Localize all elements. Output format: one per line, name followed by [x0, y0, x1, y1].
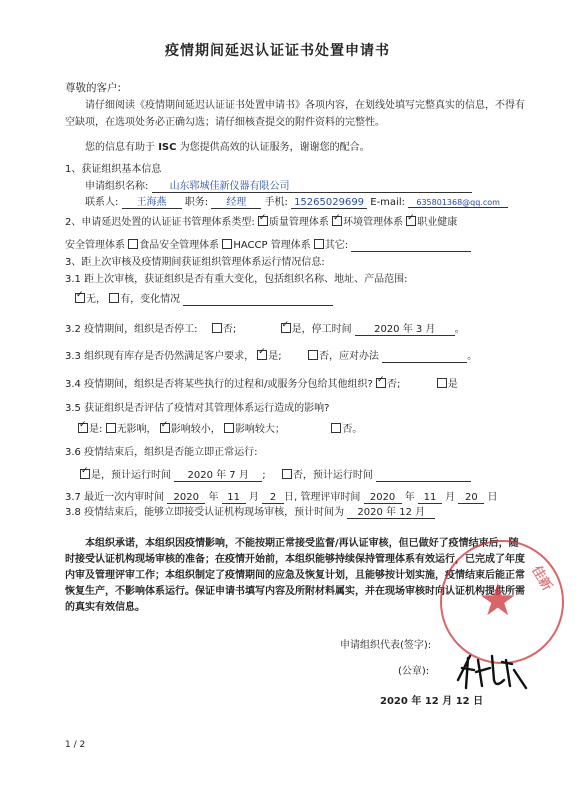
signer-label: 申请组织代表(签字): [340, 640, 432, 651]
section-3-heading: 3、距上次审核及疫情期间获证组织管理体系运行情况信息: [65, 257, 325, 268]
change-field[interactable] [183, 294, 333, 306]
intro-isc-line: 您的信息有助于 ISC 为您提供高效的认证服务，谢谢您的配合。 [85, 142, 370, 153]
internal-audit-month[interactable]: 11 [222, 492, 246, 504]
question-3-5: 3.5 获证组织是否评估了疫情对其管理体系运行造成的影响? [65, 403, 330, 414]
section-1-heading: 1、获证组织基本信息 [65, 164, 162, 175]
checkbox-3-2-yes[interactable] [281, 323, 291, 333]
checkbox-environment[interactable] [332, 216, 342, 226]
checkbox-food[interactable] [128, 239, 138, 249]
run-time-field[interactable]: 2020 年 7 月 [174, 466, 262, 482]
internal-audit-year[interactable]: 2020 [167, 492, 205, 504]
commitment-paragraph: 本组织承诺，本组织因疫情影响，不能按期正常接受监督/再认证审核，但已做好了疫情结束后，随时接受认证机构现场审核的准备；在疫情开始前，本组织能够持续保持管理体系有效运行，已完成了年度内审及管理评审工作；本组织制定了疫情期间的应急及恢复计划，且能够按计划实施，疫情结束后能正常恢复生产，不影响体系运行。保证申请书填写内容及所附材料属实，并在现场审核时向认证机构提供所需的真实有效信息。 [65, 538, 525, 613]
audit-time-field[interactable]: 2020 年 12 月 [347, 503, 435, 519]
position-field[interactable]: 经理 [211, 193, 261, 209]
section-2-row-2: 安全管理体系 食品安全管理体系 HACCP 管理体系 其它: [65, 236, 471, 252]
org-name-row: 申请组织名称: 山东郓城佳新仪器有限公司 [85, 177, 472, 193]
question-3-6: 3.6 疫情结束后，组织是否能立即正常运行: [65, 447, 258, 458]
contact-name-field[interactable]: 王海燕 [122, 193, 182, 209]
checkbox-3-1-none[interactable] [75, 293, 85, 303]
intro-paragraph: 请仔细阅读《疫情期间延迟认证证书处置申请书》各项内容，在划线处填写完整真实的信息，不得有空缺项，在选项处务必正确勾选；请仔细核查提交的附件资料的完整性。 [65, 100, 525, 128]
phone-field[interactable]: 15265029699 [291, 197, 367, 209]
question-3-2: 3.2 疫情期间，组织是否停工: 否; ✓ 是，停工时间 2020 年 3 月 。 [65, 320, 465, 336]
answer-3-6: ✓是，预计运行时间 2020 年 7 月 ; 否，预计运行时间 [80, 466, 471, 482]
question-3-1: 3.1 距上次审核，获证组织是否有重大变化，包括组织名称、地址、产品范围: [65, 274, 408, 285]
question-3-7: 3.7 最近一次内审时间 2020 年 11 月 2 日, 管理评审时间 2020 年 11 月 20 日 [65, 492, 498, 503]
checkbox-3-2-no[interactable] [212, 323, 222, 333]
checkbox-3-5-yes[interactable] [78, 423, 88, 433]
checkbox-haccp[interactable] [222, 239, 232, 249]
checkbox-3-4-no[interactable] [376, 378, 386, 388]
section-2-row: 2、申请延迟处置的认证证书管理体系类型: ✓ 质量管理体系 ✓ 环境管理体系 ✓ 职业健康 [65, 213, 457, 228]
page-number: 1 / 2 [65, 740, 86, 750]
answer-3-5: ✓是: 无影响， ✓ 影响较小， 影响较大； 否。 [78, 420, 362, 435]
review-day[interactable]: 20 [458, 492, 484, 504]
checkbox-3-5-no[interactable] [331, 423, 341, 433]
contact-row: 联系人: 王海燕 职务: 经理 手机: 15265029699 E-mail: 635801368@qq.com [85, 193, 508, 209]
stop-time-field[interactable]: 2020 年 3 月 [355, 320, 455, 336]
solution-field[interactable] [382, 351, 467, 363]
checkbox-quality[interactable] [258, 216, 268, 226]
email-field[interactable]: 635801368@qq.com [408, 198, 508, 208]
checkbox-3-5-big[interactable] [224, 423, 234, 433]
checkbox-3-3-yes[interactable] [257, 350, 267, 360]
seal-label: (公章): [398, 666, 430, 677]
review-month[interactable]: 11 [418, 492, 442, 504]
checkbox-3-5-none[interactable] [106, 423, 116, 433]
org-name-field[interactable]: 山东郓城佳新仪器有限公司 [152, 177, 472, 193]
internal-audit-day[interactable]: 2 [262, 492, 284, 504]
checkbox-3-1-yes[interactable] [109, 293, 119, 303]
question-3-3: 3.3 组织现有库存是否仍然满足客户要求， ✓ 是; 否，应对办法 。 [65, 347, 477, 363]
seal-text: 佳新 [528, 563, 555, 594]
handwritten-signature [452, 650, 532, 694]
review-year[interactable]: 2020 [364, 492, 402, 504]
question-3-8: 3.8 疫情结束后，能够立即接受认证机构现场审核，预计时间为 2020 年 12 月 [65, 503, 435, 519]
checkbox-3-4-yes[interactable] [437, 378, 447, 388]
greeting: 尊敬的客户: [65, 82, 122, 94]
checkbox-3-6-yes[interactable] [80, 469, 90, 479]
checkbox-other[interactable] [314, 239, 324, 249]
application-date: 2020 年 12 月 12 日 [380, 696, 484, 707]
checkbox-3-5-small[interactable] [160, 423, 170, 433]
question-3-4: 3.4 疫情期间，组织是否将某些执行的过程和/或服务分包给其他组织? ✓ 否; 是 [65, 375, 458, 390]
page-title: 疫情期间延迟认证证书处置申请书 [165, 43, 390, 59]
seal-star-icon: ★ [478, 575, 518, 626]
other-field[interactable] [351, 240, 471, 252]
answer-3-1: ✓无， 有，变化情况 [75, 290, 333, 306]
checkbox-3-3-no[interactable] [308, 350, 318, 360]
checkbox-ohs[interactable] [406, 216, 416, 226]
checkbox-3-6-no[interactable] [282, 469, 292, 479]
run-time-2-field[interactable] [376, 470, 471, 482]
